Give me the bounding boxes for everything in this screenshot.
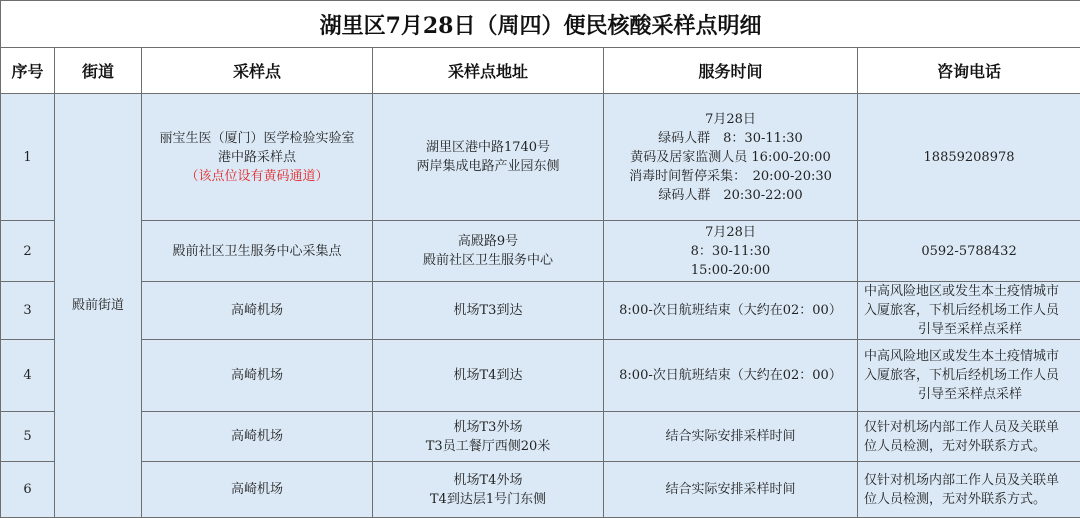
phone-line: 18859208978 bbox=[858, 148, 1080, 167]
address-line: T4到达层1号门东侧 bbox=[373, 490, 603, 509]
table-row bbox=[1, 340, 1080, 412]
address-line: 殿前社区卫生服务中心 bbox=[373, 251, 603, 270]
address-line: T3员工餐厅西侧20米 bbox=[373, 437, 603, 456]
site-cell bbox=[142, 340, 373, 412]
phone-cell bbox=[858, 282, 1080, 340]
table-header-row bbox=[1, 48, 1080, 94]
table-row bbox=[1, 94, 1080, 221]
row-number: 3 bbox=[1, 282, 55, 340]
site-cell bbox=[142, 221, 373, 282]
time-line: 绿码人群 8：30-11:30 bbox=[604, 129, 857, 148]
row-number: 2 bbox=[1, 221, 55, 282]
phone-line: 位人员检测，无对外联系方式。 bbox=[864, 490, 1076, 509]
table-row bbox=[1, 412, 1080, 462]
phone-cell bbox=[858, 221, 1080, 282]
time-line: 7月28日 bbox=[604, 223, 857, 242]
site-line: 高崎机场 bbox=[142, 366, 372, 385]
time-line: 结合实际安排采样时间 bbox=[604, 427, 857, 446]
site-line: 丽宝生医（厦门）医学检验实验室 bbox=[142, 129, 372, 148]
address-line: 机场T3到达 bbox=[373, 301, 603, 320]
phone-line: 仅针对机场内部工作人员及关联单 bbox=[864, 418, 1076, 437]
table-row bbox=[1, 221, 1080, 282]
header-service-time: 服务时间 bbox=[604, 48, 858, 94]
row-number: 6 bbox=[1, 462, 55, 518]
table-row bbox=[1, 282, 1080, 340]
phone-line: 引导至采样点采样 bbox=[864, 385, 1076, 404]
header-phone: 咨询电话 bbox=[858, 48, 1080, 94]
address-cell bbox=[373, 462, 604, 518]
address-line: 机场T3外场 bbox=[373, 418, 603, 437]
row-number: 4 bbox=[1, 340, 55, 412]
address-line: 高殿路9号 bbox=[373, 232, 603, 251]
address-cell bbox=[373, 94, 604, 221]
row-number: 5 bbox=[1, 412, 55, 462]
phone-line: 入厦旅客，下机后经机场工作人员 bbox=[864, 301, 1076, 320]
site-cell bbox=[142, 94, 373, 221]
service-time-cell bbox=[604, 94, 858, 221]
address-cell bbox=[373, 412, 604, 462]
time-line: 7月28日 bbox=[604, 110, 857, 129]
phone-cell bbox=[858, 462, 1080, 518]
header-street: 街道 bbox=[55, 48, 142, 94]
time-line: 15:00-20:00 bbox=[604, 261, 857, 280]
table-row bbox=[1, 462, 1080, 518]
table-title: 湖里区7月28日（周四）便民核酸采样点明细 bbox=[1, 1, 1080, 48]
address-cell bbox=[373, 282, 604, 340]
site-line: 高崎机场 bbox=[142, 427, 372, 446]
site-line: 高崎机场 bbox=[142, 480, 372, 499]
time-line: 消毒时间暂停采集： 20:00-20:30 bbox=[604, 167, 857, 186]
service-time-cell bbox=[604, 462, 858, 518]
header-no: 序号 bbox=[1, 48, 55, 94]
phone-cell bbox=[858, 340, 1080, 412]
header-address: 采样点地址 bbox=[373, 48, 604, 94]
site-cell bbox=[142, 462, 373, 518]
time-line: 绿码人群 20:30-22:00 bbox=[604, 186, 857, 205]
phone-line: 位人员检测，无对外联系方式。 bbox=[864, 437, 1076, 456]
yellow-code-note: （该点位设有黄码通道） bbox=[142, 167, 372, 186]
time-line: 8：30-11:30 bbox=[604, 242, 857, 261]
service-time-cell bbox=[604, 221, 858, 282]
address-cell bbox=[373, 221, 604, 282]
time-line: 8:00-次日航班结束（大约在02：00） bbox=[604, 366, 857, 385]
phone-cell bbox=[858, 412, 1080, 462]
phone-line: 0592-5788432 bbox=[858, 242, 1080, 261]
row-number: 1 bbox=[1, 94, 55, 221]
phone-line: 仅针对机场内部工作人员及关联单 bbox=[864, 471, 1076, 490]
time-line: 结合实际安排采样时间 bbox=[604, 480, 857, 499]
phone-cell bbox=[858, 94, 1080, 221]
service-time-cell bbox=[604, 412, 858, 462]
phone-line: 中高风险地区或发生本土疫情城市 bbox=[864, 347, 1076, 366]
street-cell: 殿前街道 bbox=[55, 94, 142, 518]
site-cell bbox=[142, 282, 373, 340]
address-line: 两岸集成电路产业园东侧 bbox=[373, 157, 603, 176]
site-cell bbox=[142, 412, 373, 462]
site-line: 殿前社区卫生服务中心采集点 bbox=[142, 242, 372, 261]
service-time-cell bbox=[604, 340, 858, 412]
address-line: 机场T4到达 bbox=[373, 366, 603, 385]
address-cell bbox=[373, 340, 604, 412]
phone-line: 入厦旅客，下机后经机场工作人员 bbox=[864, 366, 1076, 385]
address-line: 湖里区港中路1740号 bbox=[373, 138, 603, 157]
address-line: 机场T4外场 bbox=[373, 471, 603, 490]
phone-line: 中高风险地区或发生本土疫情城市 bbox=[864, 282, 1076, 301]
header-site: 采样点 bbox=[142, 48, 373, 94]
site-line: 高崎机场 bbox=[142, 301, 372, 320]
time-line: 8:00-次日航班结束（大约在02：00） bbox=[604, 301, 857, 320]
site-line: 港中路采样点 bbox=[142, 148, 372, 167]
phone-line: 引导至采样点采样 bbox=[864, 320, 1076, 339]
service-time-cell bbox=[604, 282, 858, 340]
time-line: 黄码及居家监测人员 16:00-20:00 bbox=[604, 148, 857, 167]
